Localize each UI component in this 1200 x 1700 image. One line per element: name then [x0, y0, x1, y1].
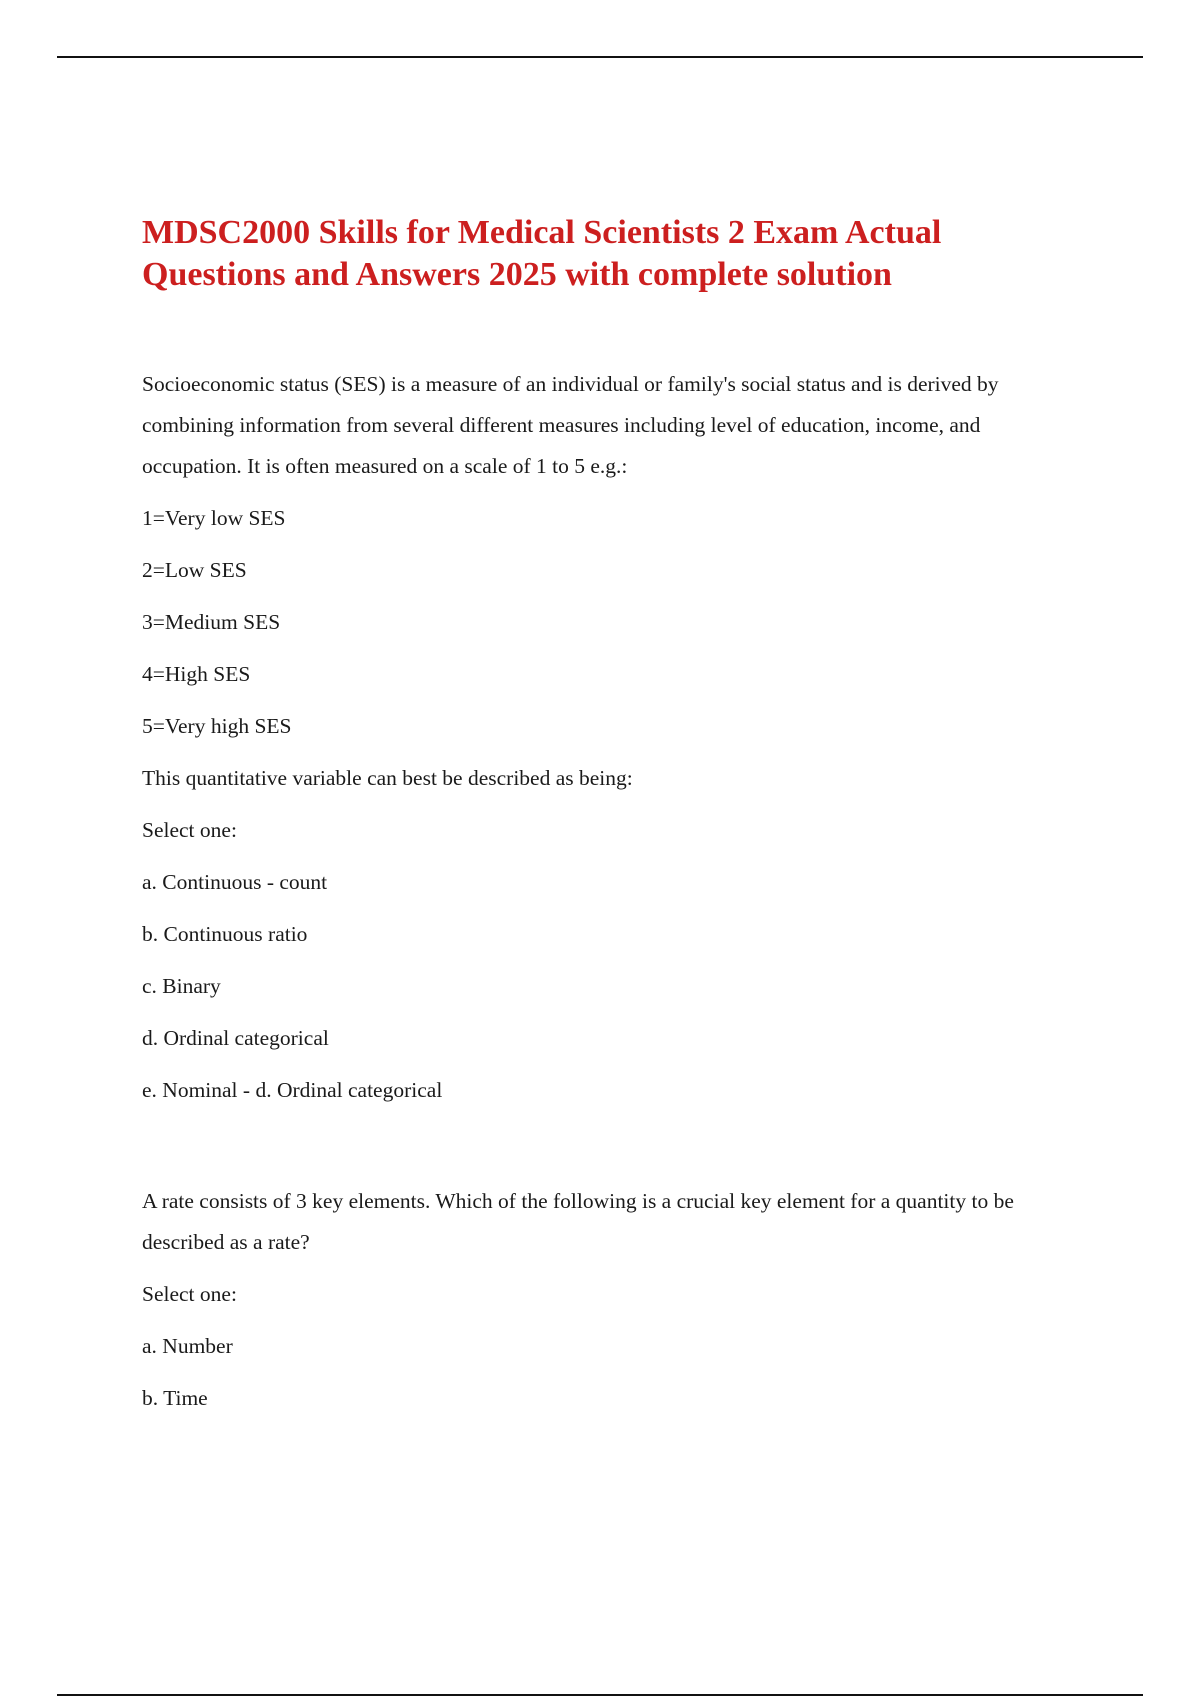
answer-option: c. Binary — [142, 974, 221, 998]
document-title — [142, 212, 1062, 296]
answer-option: b. Time — [142, 1386, 208, 1410]
answer-option: a. Continuous - count — [142, 870, 328, 894]
header-rule — [57, 56, 1143, 58]
question-2-intro: A rate consists of 3 key elements. Which of the following is a crucial key element for a quantity to be described as a rate? — [142, 1189, 1014, 1254]
footer-rule — [57, 1694, 1143, 1696]
question-1 — [142, 364, 1062, 1111]
scale-item: 2=Low SES — [142, 558, 247, 582]
answer-option: d. Ordinal categorical — [142, 1026, 329, 1050]
question-1-prompt: This quantitative variable can best be described as being: — [142, 766, 633, 790]
answer-option: a. Number — [142, 1334, 233, 1358]
scale-item: 5=Very high SES — [142, 714, 292, 738]
answer-option: e. Nominal - d. Ordinal categorical — [142, 1078, 443, 1102]
title-line-2: Questions and Answers 2025 with complete solution — [142, 256, 892, 293]
question-1-intro: Socioeconomic status (SES) is a measure of an individual or family's social status and is derived by combining information from several different measures including level of education, income, and occupation. It is often measured on a scale of 1 to 5 e.g.: — [142, 372, 999, 478]
scale-item: 4=High SES — [142, 662, 251, 686]
scale-item: 3=Medium SES — [142, 610, 281, 634]
question-2 — [142, 1181, 1062, 1419]
question-1-select-label: Select one: — [142, 818, 237, 842]
scale-item: 1=Very low SES — [142, 506, 286, 530]
question-2-select-label: Select one: — [142, 1282, 237, 1306]
answer-option: b. Continuous ratio — [142, 922, 308, 946]
title-line-1: MDSC2000 Skills for Medical Scientists 2 Exam Actual — [142, 214, 942, 251]
document-body — [142, 212, 1062, 1419]
